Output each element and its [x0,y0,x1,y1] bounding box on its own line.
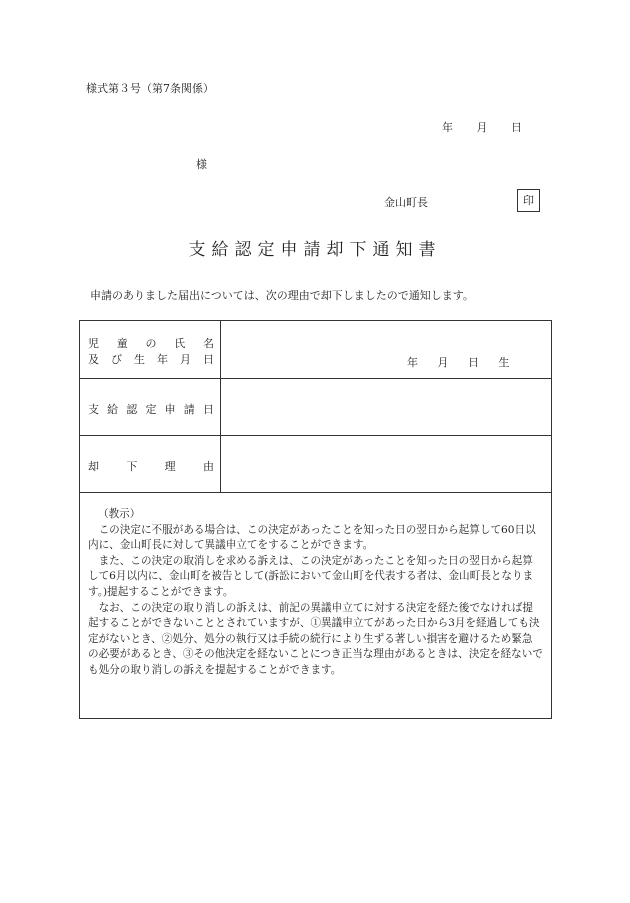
label-char: 下 [126,460,138,473]
rejection-reason-value[interactable] [221,436,551,492]
rejection-reason-label-cell [80,436,221,492]
label-char: び [111,353,122,366]
addressee-suffix: 様 [196,158,207,171]
instruction-paragraph: また、この決定の取消しを求める訴えは、この決定があったことを知った日の翌日から起算して6月以内に、金山町を被告として(訴訟において金山町を代表する者は、金山町長となります。)提起することができます。 [88,554,534,598]
label-char: 日 [202,403,214,416]
child-info-label [80,321,221,378]
intro-text: 申請のありました届出については、次の理由で却下しましたので通知します。 [90,289,474,302]
label-char: 支 [88,403,99,416]
issuer-name: 金山町長 [384,196,428,209]
application-date-value[interactable] [221,379,551,435]
label-char: 定 [145,403,157,416]
application-date-row [80,379,551,436]
label-char: 申 [164,403,176,416]
seal-box: 印 [517,189,540,212]
child-name-label [88,335,214,351]
label-char: 給 [107,403,119,416]
label-char: 請 [183,403,195,416]
label-char: 名 [203,337,214,350]
label-char: 及 [88,353,99,366]
child-info-value[interactable] [221,321,551,378]
rejection-reason-row [80,436,551,493]
label-char: 認 [126,403,138,416]
application-date-label [88,401,214,417]
label-char: 月 [180,353,191,366]
form-number: 様式第３号（第7条関係） [86,82,214,95]
instruction-paragraph: この決定に不服がある場合は、この決定があったことを知った日の翌日から起算して60日以内に、金山町長に対して異議申立てをすることができます。 [88,523,536,552]
notice-table [79,320,552,719]
child-info-row [80,321,551,379]
birthdate-hint: 年 月 日 生 [407,356,510,369]
label-char: 却 [88,460,99,473]
label-char: 児 [88,337,99,350]
label-char: 氏 [174,337,186,350]
child-birthdate-label [88,351,214,367]
document-title: 支給認定申請却下通知書 [188,240,442,260]
label-char: 理 [164,460,176,473]
label-char: 由 [202,460,214,473]
label-char: 日 [203,353,214,366]
date-line: 年 月 日 [442,121,522,134]
instruction-paragraph: なお、この決定の取り消しの訴えは、前記の異議申立てに対する決定を経た後でなければ提起することができないこととされていますが、①異議申立てがあった日から3月を経過しても決定がないとき、②処分、処分の執行又は手続の続行により生ずる著しい損害を避けるため緊急の必要があるとき、③その他決定を経ないことにつき正当な理由があるときは、決定を経ないでも処分の取り消しの訴えを提起することができます。 [88,601,543,676]
instruction-heading: （教示） [98,508,141,520]
label-char: 童 [116,337,128,350]
instruction-block [80,493,551,679]
label-char: の [145,337,157,350]
application-date-label-cell [80,379,221,435]
label-char: 年 [157,353,168,366]
rejection-reason-label [88,458,214,474]
label-char: 生 [134,353,145,366]
